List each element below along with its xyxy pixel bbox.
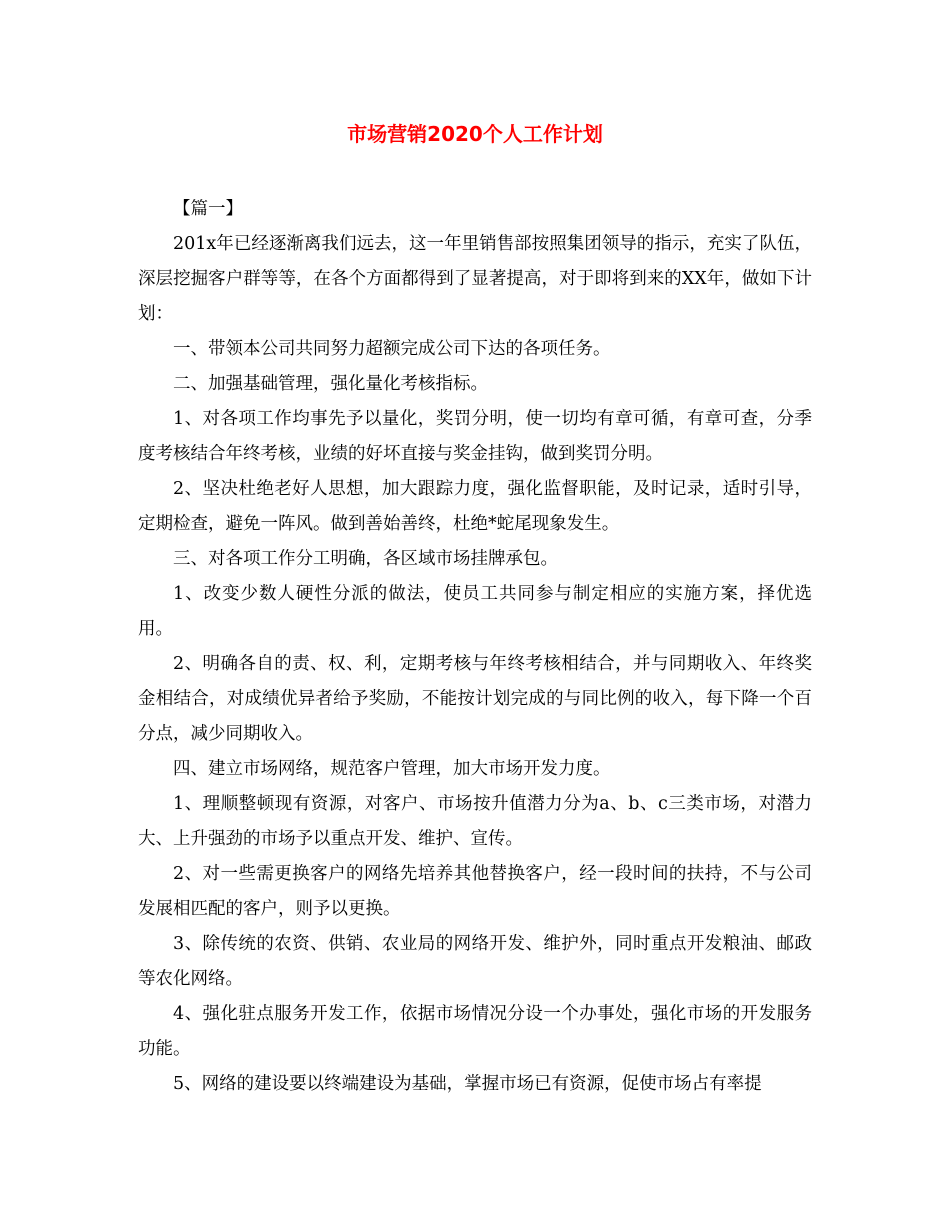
paragraph-item-2-2: 2、坚决杜绝老好人思想，加大跟踪力度，强化监督职能，及时记录，适时引导，定期检查，避免一阵风。做到善始善终，杜绝*蛇尾现象发生。 <box>138 479 812 534</box>
paragraph-item-4-4: 4、强化驻点服务开发工作，依据市场情况分设一个办事处，强化市场的开发服务功能。 <box>138 1004 812 1059</box>
paragraph-item-4-1: 1、理顺整顿现有资源，对客户、市场按升值潜力分为a、b、c三类市场，对潜力大、上升强劲的市场予以重点开发、维护、宣传。 <box>138 794 812 849</box>
paragraph-intro: 201x年已经逐渐离我们远去，这一年里销售部按照集团领导的指示，充实了队伍，深层挖掘客户群等等，在各个方面都得到了显著提高，对于即将到来的XX年，做如下计划： <box>138 234 812 324</box>
paragraph-item-4: 四、建立市场网络，规范客户管理，加大市场开发力度。 <box>173 759 611 779</box>
paragraph-item-3-1: 1、改变少数人硬性分派的做法，使员工共同参与制定相应的实施方案，择优选用。 <box>138 584 812 639</box>
paragraph-item-3: 三、对各项工作分工明确，各区域市场挂牌承包。 <box>173 549 558 569</box>
paragraph-item-2-1: 1、对各项工作均事先予以量化，奖罚分明，使一切均有章可循，有章可查，分季度考核结合年终考核，业绩的好坏直接与奖金挂钩，做到奖罚分明。 <box>138 409 812 464</box>
document-title: 市场营销2020个人工作计划 <box>347 122 603 146</box>
paragraph-item-4-3: 3、除传统的农资、供销、农业局的网络开发、维护外，同时重点开发粮油、邮政等农化网络。 <box>138 934 812 989</box>
paragraph-item-4-5: 5、网络的建设要以终端建设为基础，掌握市场已有资源，促使市场占有率提 <box>173 1074 762 1094</box>
paragraph-section-heading: 【篇一】 <box>173 199 243 219</box>
paragraph-item-2: 二、加强基础管理，强化量化考核指标。 <box>173 374 488 394</box>
document-body <box>138 192 812 1102</box>
paragraph-item-4-2: 2、对一些需更换客户的网络先培养其他替换客户，经一段时间的扶持，不与公司发展相匹配的客户，则予以更换。 <box>138 864 812 919</box>
paragraph-item-1: 一、带领本公司共同努力超额完成公司下达的各项任务。 <box>173 339 611 359</box>
paragraph-item-3-2: 2、明确各自的责、权、利，定期考核与年终考核相结合，并与同期收入、年终奖金相结合，对成绩优异者给予奖励，不能按计划完成的与同比例的收入，每下降一个百分点，减少同期收入。 <box>138 654 812 744</box>
